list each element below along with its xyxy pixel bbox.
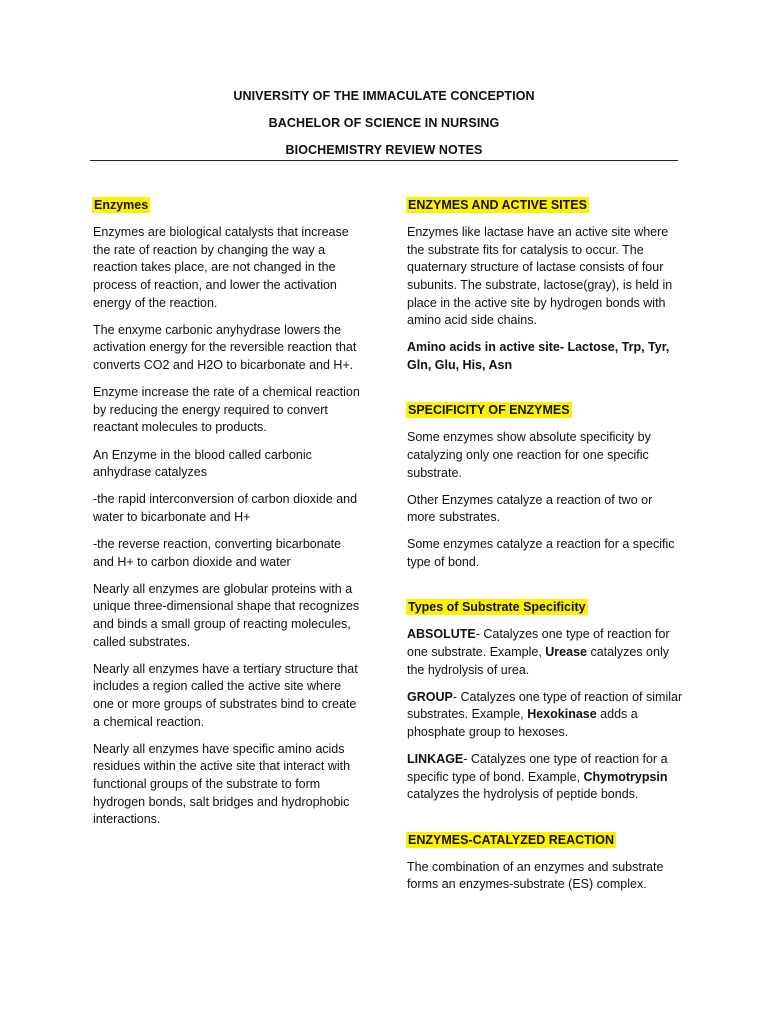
paragraph: Some enzymes catalyze a reaction for a specific type of bond. <box>407 537 675 570</box>
document-header <box>90 86 678 160</box>
text: catalyzes only the hydrolysis of urea. <box>407 645 669 677</box>
paragraph: Enzyme increase the rate of a chemical reaction by reducing the energy required to convert reactant molecules to products. <box>93 385 360 435</box>
text: - Catalyzes one type of reaction of similar substrates. Example, <box>407 689 683 722</box>
section-heading-enzymes: Enzymes <box>94 198 149 212</box>
paragraph: Nearly all enzymes have specific amino acids residues within the active site that interact with functional groups of the substrate to form hydrogen bonds, salt bridges and hydrophobic interactions. <box>93 741 351 827</box>
paragraph <box>407 339 683 374</box>
paragraph: Enzymes are biological catalysts that increase the rate of reaction by changing the way a reaction takes place, are not changed in the process of reaction, and lower the activation energy of the reaction. <box>93 225 349 310</box>
paragraph-linkage <box>407 751 683 804</box>
term-absolute: ABSOLUTE <box>407 627 476 642</box>
header-divider <box>90 160 678 161</box>
section-heading-specificity: SPECIFICITY OF ENZYMES <box>408 403 570 418</box>
example-urease: Urease <box>545 645 587 660</box>
paragraph: -the reverse reaction, converting bicarbonate and H+ to carbon dioxide and water <box>93 537 342 569</box>
text: catalyzes the hydrolysis of peptide bonds. <box>407 787 639 802</box>
paragraph: -the rapid interconversion of carbon dioxide and water to bicarbonate and H+ <box>93 492 358 524</box>
example-hexokinase: Hexokinase <box>527 707 597 722</box>
term-group: GROUP <box>407 689 453 704</box>
program-name: BACHELOR OF SCIENCE IN NURSING <box>268 116 500 130</box>
paragraph: Nearly all enzymes have a tertiary structure that includes a region called the active site where one or more groups of substrates bind to create a chemical reaction. <box>93 661 358 729</box>
paragraph: Other Enzymes catalyze a reaction of two or more substrates. <box>407 492 653 525</box>
section-heading-active-sites: ENZYMES AND ACTIVE SITES <box>408 198 587 212</box>
paragraph: The enxyme carbonic anyhydrase lowers the activation energy for the reversible reaction that converts CO2 and H2O to bicarbonate and H+. <box>93 322 357 372</box>
section-gap <box>407 384 683 402</box>
document-title: BIOCHEMISTRY REVIEW NOTES <box>285 143 483 157</box>
amino-acids-line: Amino acids in active site- Lactose, Trp, Tyr, Gln, Glu, His, Asn <box>407 340 670 372</box>
section-heading-catalyzed-reaction: ENZYMES-CATALYZED REACTION <box>408 832 615 847</box>
section-heading-types: Types of Substrate Specificity <box>408 600 586 615</box>
right-column <box>407 197 683 904</box>
section-gap <box>407 814 683 832</box>
term-linkage: LINKAGE <box>407 752 464 767</box>
left-column <box>93 197 365 838</box>
text: - Catalyzes one type of reaction for a specific type of bond. Example, <box>407 752 668 784</box>
text: adds a phosphate group to hexoses. <box>407 707 638 739</box>
paragraph: The combination of an enzymes and substrate forms an enzymes-substrate (ES) complex. <box>407 859 664 892</box>
paragraph: Enzymes like lactase have an active site where the substrate fits for catalysis to occur. The quaternary structure of lactase consists of four subunits. The substrate, lactose(gray), is held in place in the active site by hydrogen bonds with amino acid side chains. <box>407 225 673 328</box>
paragraph: Nearly all enzymes are globular proteins with a unique three-dimensional shape that recognizes and binds a small group of reacting molecules, called substrates. <box>93 581 360 649</box>
university-name: UNIVERSITY OF THE IMMACULATE CONCEPTION <box>233 89 535 103</box>
paragraph-absolute <box>407 626 683 679</box>
paragraph-group <box>407 689 683 742</box>
text: - Catalyzes one type of reaction for one substrate. Example, <box>407 627 670 660</box>
example-chymotrypsin: Chymotrypsin <box>583 769 668 784</box>
paragraph: Some enzymes show absolute specificity by catalyzing only one reaction for one specific substrate. <box>407 430 651 480</box>
paragraph: An Enzyme in the blood called carbonic anhydrase catalyzes <box>93 447 312 480</box>
section-gap <box>407 581 683 599</box>
